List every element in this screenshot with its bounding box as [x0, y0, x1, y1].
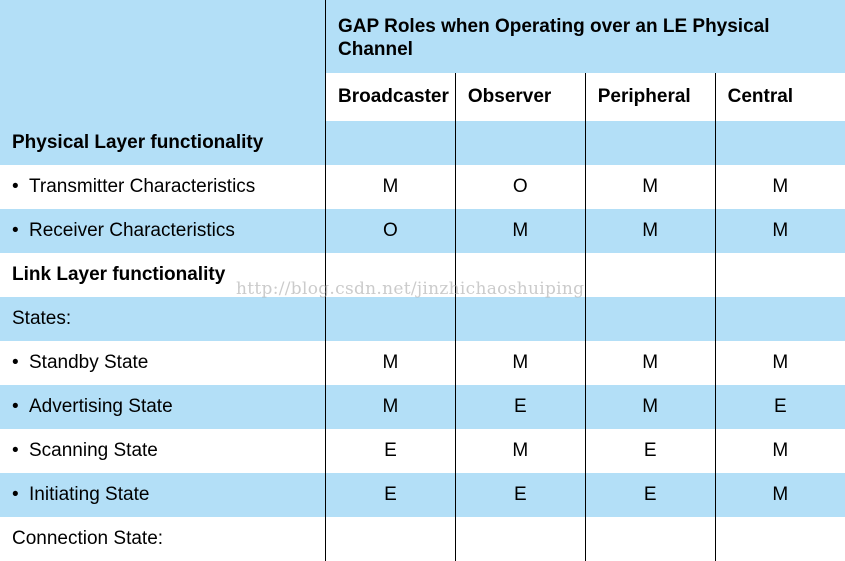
table-row	[0, 429, 845, 473]
row-label-cell	[0, 341, 326, 385]
table-title: GAP Roles when Operating over an LE Physical Channel	[326, 0, 845, 73]
cell-observer	[455, 517, 585, 561]
column-header-peripheral: Peripheral	[585, 73, 715, 121]
cell-peripheral	[585, 517, 715, 561]
cell-central: M	[715, 473, 845, 517]
table-row	[0, 297, 845, 341]
row-label: Receiver Characteristics	[29, 220, 235, 241]
cell-observer: O	[455, 165, 585, 209]
cell-observer: M	[455, 429, 585, 473]
cell-central: M	[715, 209, 845, 253]
header-corner-cell-lower	[0, 73, 326, 121]
row-label: Standby State	[29, 352, 148, 373]
watermark-text: http://blog.csdn.net/jinzhichaoshuiping	[236, 279, 584, 299]
row-label-cell	[0, 165, 326, 209]
header-corner-cell	[0, 0, 326, 73]
bullet-icon: •	[12, 396, 29, 418]
column-header-observer: Observer	[455, 73, 585, 121]
table-row	[0, 385, 845, 429]
cell-broadcaster: M	[326, 385, 456, 429]
cell-central: M	[715, 341, 845, 385]
row-label: States:	[0, 297, 326, 341]
cell-peripheral	[585, 253, 715, 297]
column-header-central: Central	[715, 73, 845, 121]
cell-broadcaster: E	[326, 473, 456, 517]
row-label-cell	[0, 429, 326, 473]
row-label: Physical Layer functionality	[0, 121, 326, 165]
table-row	[0, 165, 845, 209]
cell-observer: E	[455, 473, 585, 517]
cell-peripheral: M	[585, 341, 715, 385]
row-label-cell	[0, 209, 326, 253]
table-row	[0, 341, 845, 385]
cell-central: M	[715, 165, 845, 209]
cell-observer	[455, 121, 585, 165]
header-row-columns	[0, 73, 845, 121]
row-label: Connection State:	[0, 517, 326, 561]
bullet-icon: •	[12, 352, 29, 374]
cell-peripheral	[585, 297, 715, 341]
row-label: Transmitter Characteristics	[29, 176, 255, 197]
cell-peripheral: M	[585, 209, 715, 253]
row-label: Initiating State	[29, 484, 149, 505]
table-row	[0, 209, 845, 253]
cell-central	[715, 517, 845, 561]
row-label: Scanning State	[29, 440, 158, 461]
bullet-icon: •	[12, 176, 29, 198]
column-header-broadcaster: Broadcaster	[326, 73, 456, 121]
cell-peripheral: M	[585, 385, 715, 429]
header-row-title	[0, 0, 845, 73]
cell-broadcaster	[326, 121, 456, 165]
row-label: Link Layer functionality	[0, 253, 326, 297]
cell-observer: M	[455, 341, 585, 385]
table-row	[0, 517, 845, 561]
cell-peripheral: M	[585, 165, 715, 209]
cell-central	[715, 253, 845, 297]
cell-broadcaster	[326, 517, 456, 561]
bullet-icon: •	[12, 220, 29, 242]
cell-peripheral: E	[585, 473, 715, 517]
table-row	[0, 121, 845, 165]
cell-broadcaster: O	[326, 209, 456, 253]
cell-observer: M	[455, 209, 585, 253]
bullet-icon: •	[12, 484, 29, 506]
cell-observer	[455, 297, 585, 341]
cell-central: E	[715, 385, 845, 429]
table-row	[0, 473, 845, 517]
cell-broadcaster: E	[326, 429, 456, 473]
cell-broadcaster	[326, 297, 456, 341]
cell-broadcaster: M	[326, 165, 456, 209]
row-label-cell	[0, 473, 326, 517]
cell-broadcaster: M	[326, 341, 456, 385]
cell-central: M	[715, 429, 845, 473]
cell-observer: E	[455, 385, 585, 429]
cell-central	[715, 121, 845, 165]
cell-peripheral: E	[585, 429, 715, 473]
row-label: Advertising State	[29, 396, 173, 417]
cell-central	[715, 297, 845, 341]
cell-peripheral	[585, 121, 715, 165]
row-label-cell	[0, 385, 326, 429]
bullet-icon: •	[12, 440, 29, 462]
